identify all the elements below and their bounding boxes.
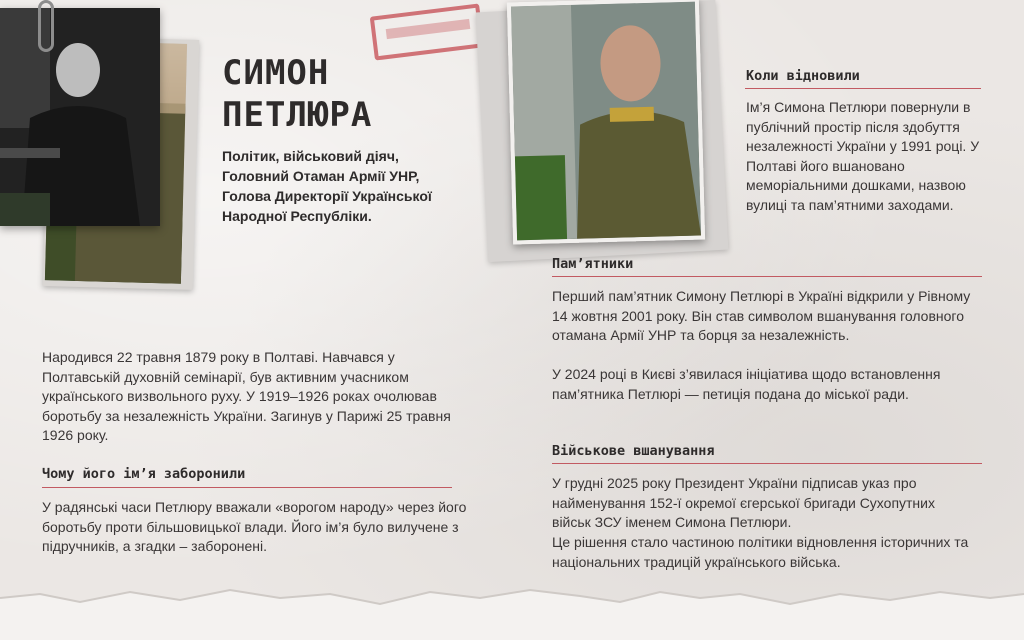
portrait-photo-right	[507, 0, 705, 244]
portrait-photo-bw	[0, 8, 160, 226]
heading-rule	[745, 88, 981, 89]
monuments-text-2: У 2024 році в Києві з’явилася ініціатива щодо встановлення пам’ятника Петлюрі — петиція подана до міської ради.	[552, 366, 941, 402]
restored-text: Ім’я Симона Петлюри повернули в публічний простір після здобуття незалежності України у 1991 році. У Полтаві його вшановано меморіальними дошками, назвою вулиці та пам’ятними заходами.	[746, 99, 980, 213]
section-heading-monuments: Пам’ятники	[552, 256, 634, 272]
military-text-2: Це рішення стало частиною політики відновлення історичних та національних традицій українського війська.	[552, 534, 969, 570]
heading-rule	[42, 487, 452, 488]
title-line-1: СИМОН	[222, 53, 330, 93]
torn-paper-edge	[0, 576, 1024, 640]
military-text: У грудні 2025 року Президент України підписав указ про найменування 152-ї окремої єгерської бригади Сухопутних військ ЗСУ іменем Симона Петлюри.	[552, 475, 935, 530]
monuments-text: Перший пам’ятник Симону Петлюрі в Україні відкрили у Рівному 14 жовтня 2001 року. Він став символом вшанування головного отамана Армії УНР та борця за незалежність.	[552, 288, 971, 343]
heading-rule	[552, 276, 982, 277]
page-title	[222, 52, 372, 136]
section-heading-restored: Коли відновили	[746, 68, 860, 84]
paperclip-icon	[38, 0, 54, 52]
bio-text: Народився 22 травня 1879 року в Полтаві. Навчався у Полтавській духовній семінарії, був активним учасником українського визвольного руху. У 1919–1926 роках очолював боротьбу за незалежність України. Загинув у Парижі 25 травня 1926 року.	[42, 349, 451, 443]
banned-text: У радянські часи Петлюру вважали «ворогом народу» через його боротьбу проти більшовицької влади. Його ім’я було вилучене з підручників, а згадки – заборонені.	[42, 499, 467, 554]
section-heading-military: Військове вшанування	[552, 443, 715, 459]
section-heading-banned: Чому його ім’я заборонили	[42, 466, 246, 482]
subtitle: Політик, військовий діяч, Головний Отаман Армії УНР, Голова Директорії Української Народної Республіки.	[222, 148, 432, 224]
heading-rule	[552, 463, 982, 464]
title-line-2: ПЕТЛЮРА	[222, 95, 373, 135]
